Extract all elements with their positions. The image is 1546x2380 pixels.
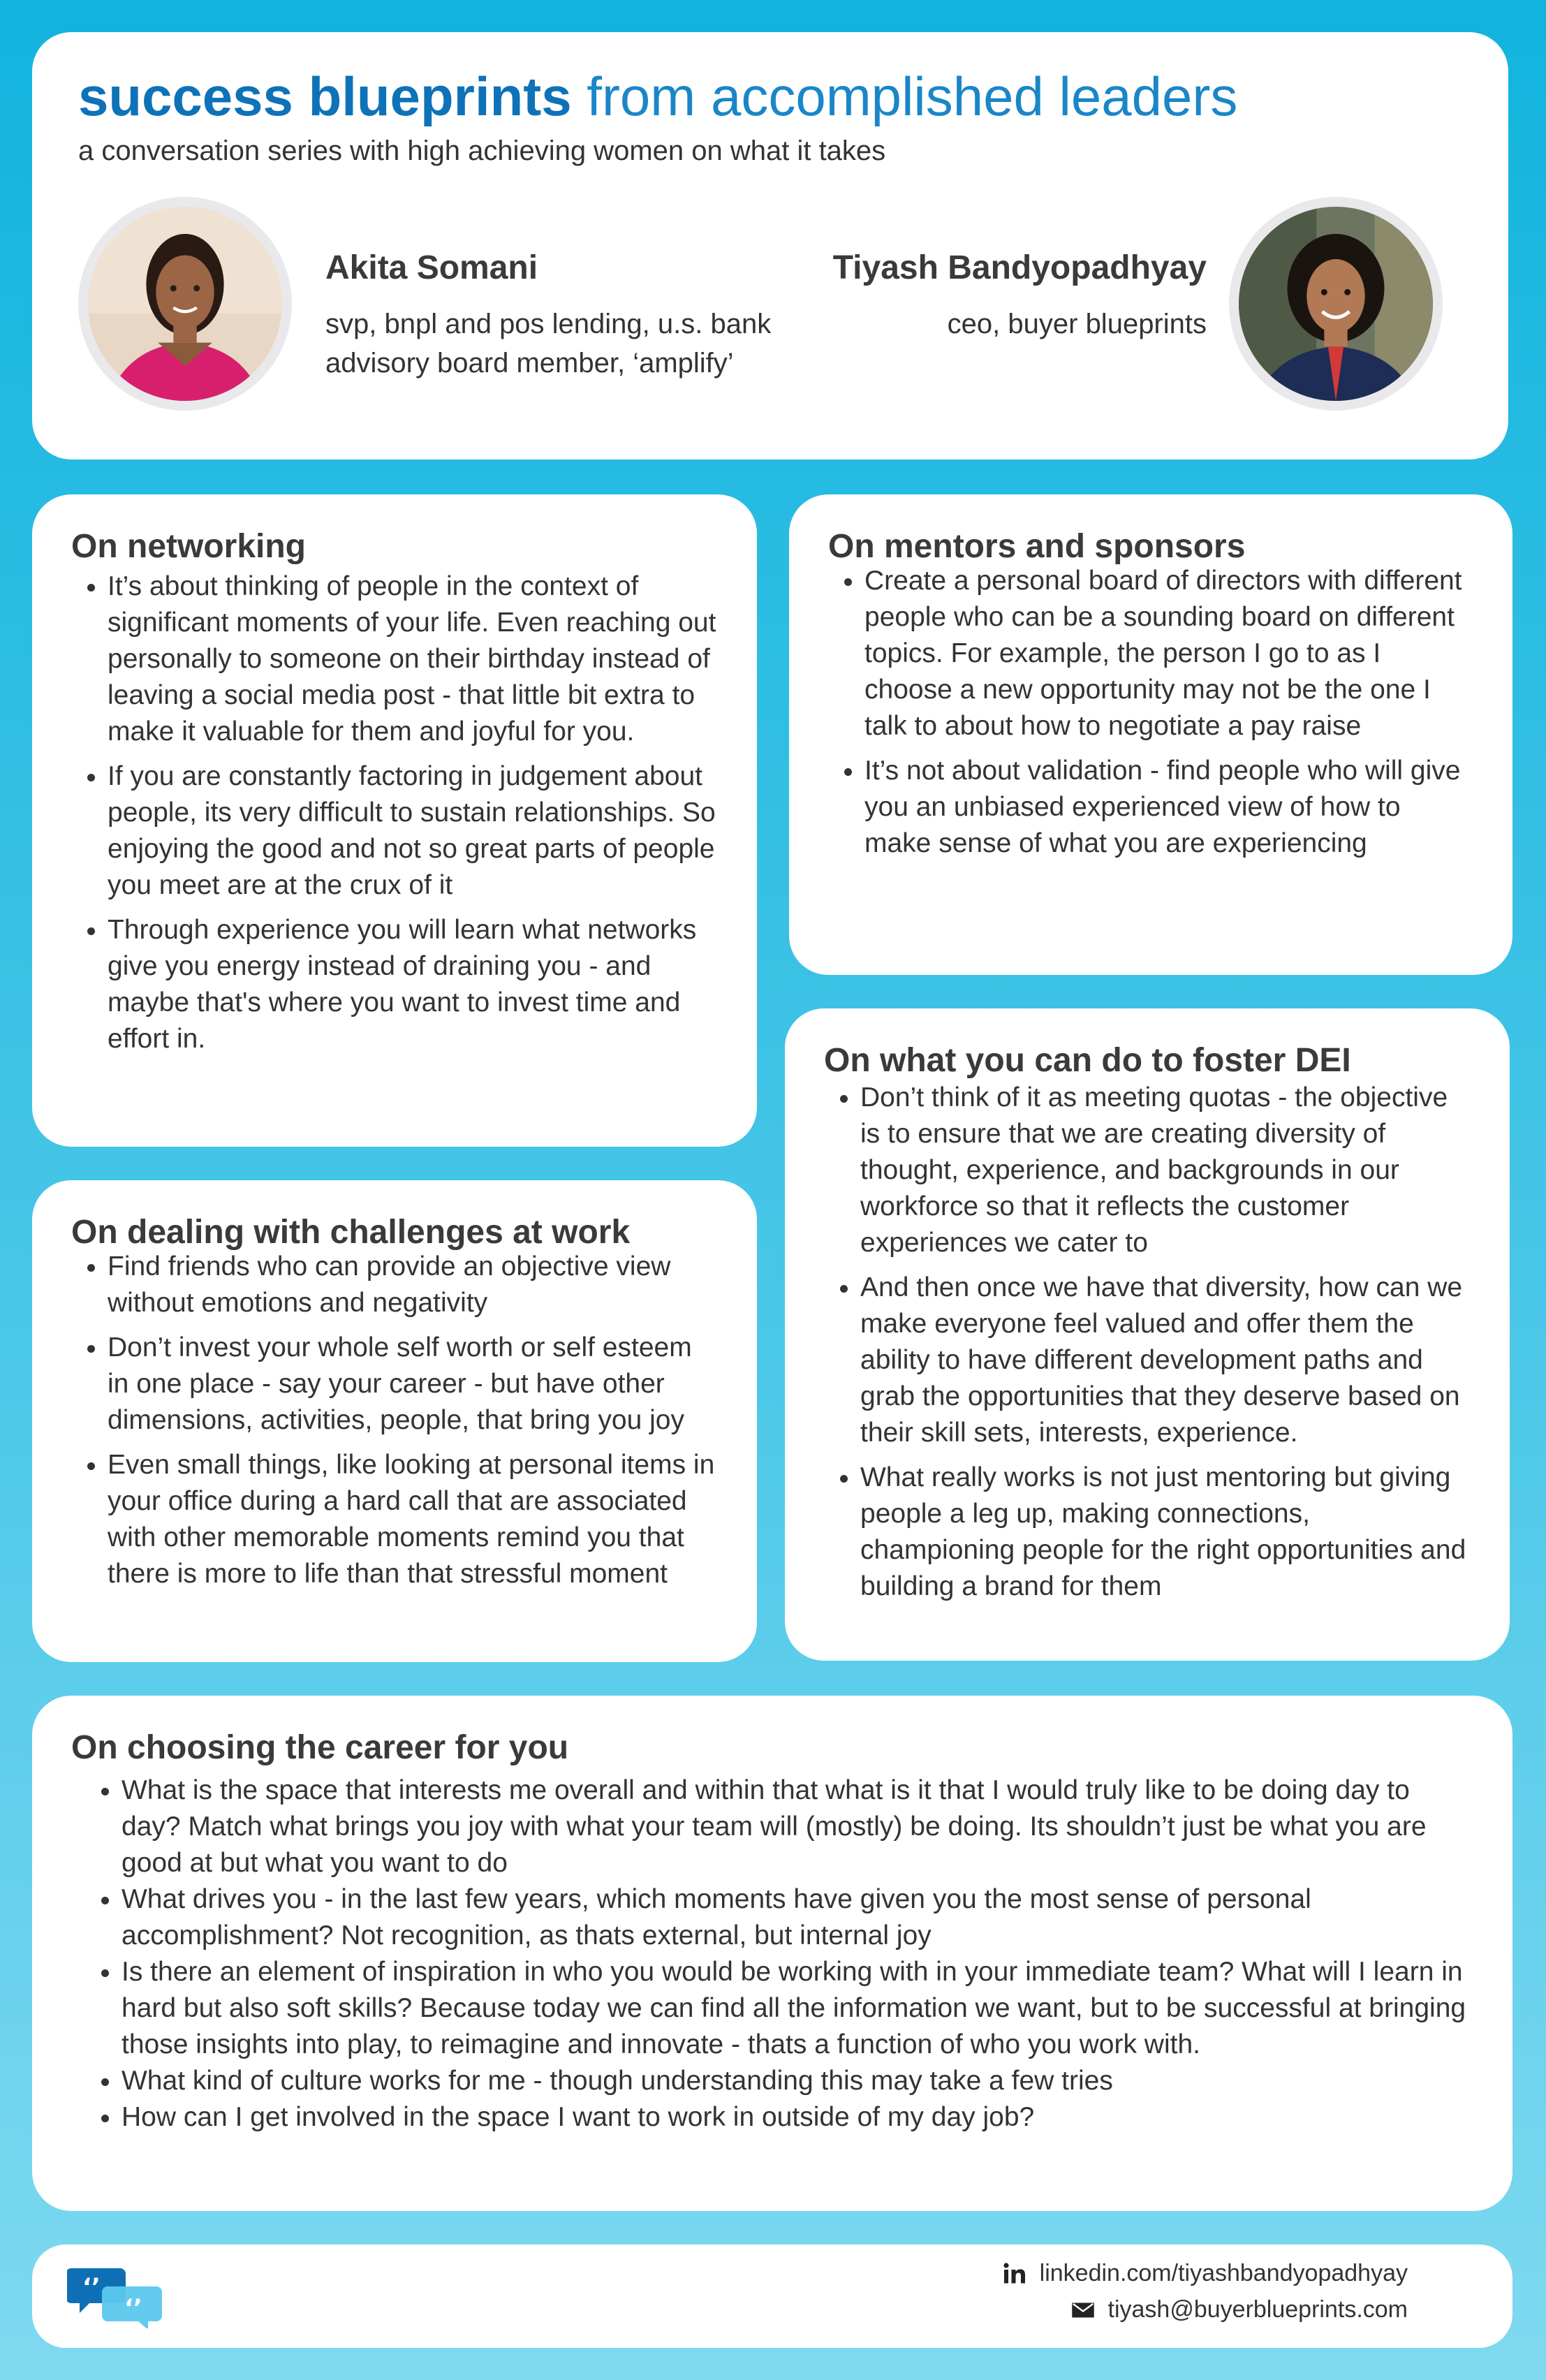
page-title (78, 64, 1237, 130)
career-title: On choosing the career for you (71, 1729, 569, 1766)
host-role (948, 304, 1207, 344)
email-contact[interactable] (1070, 2296, 1408, 2323)
mentors-list (828, 563, 1473, 862)
list-item: • Through experience you will learn what networks give you energy instead of draining you - and maybe that's where you want to invest time and effort in. (108, 912, 718, 1057)
host-portrait-icon (1239, 207, 1433, 401)
page-subtitle: a conversation series with high achieving women on what it takes (78, 135, 886, 166)
linkedin-icon (1002, 2261, 1027, 2286)
challenges-list (71, 1249, 718, 1592)
svg-text:‘’: ‘’ (82, 2273, 101, 2301)
dei-card (785, 1008, 1510, 1661)
list-item: • How can I get involved in the space I want to work in outside of my day job? (122, 2099, 1473, 2136)
guest-role-line-2: advisory board member, ‘amplify’ (325, 348, 734, 379)
list-item: • If you are constantly factoring in judgement about people, its very difficult to sustain relationships. So enjoying the good and not so great parts of people you meet are at the crux of it (108, 758, 718, 904)
list-item: • What is the space that interests me overall and within that what is it that I would truly like to be doing day to day? Match what brings you joy with what your team will (mostly) be doing. Its shouldn’t just be what you are good at but what you want to do (122, 1772, 1473, 1881)
challenges-title: On dealing with challenges at work (71, 1214, 631, 1251)
list-item: • It’s about thinking of people in the context of significant moments of your life. Even reaching out personally to someone on their birthday instead of leaving a social media post - that little bit extra to make it valuable for them and joyful for you. (108, 568, 718, 750)
svg-text:‘’: ‘’ (124, 2294, 142, 2322)
linkedin-link[interactable]: linkedin.com/tiyashbandyopadhyay (1039, 2260, 1408, 2286)
list-item: • Find friends who can provide an objective view without emotions and negativity (108, 1249, 718, 1321)
guest-role (325, 304, 771, 383)
list-item: • And then once we have that diversity, how can we make everyone feel valued and offer them the ability to have different development paths and grab the opportunities that they deserve based on their skill sets, interests, experience. (860, 1270, 1471, 1451)
list-item: • Create a personal board of directors with different people who can be a sounding board on different topics. For example, the person I go to as I choose a new opportunity may not be the one I talk to about how to negotiate a pay raise (864, 563, 1473, 744)
career-card (32, 1696, 1512, 2211)
dei-title: On what you can do to foster DEI (824, 1042, 1351, 1079)
guest-avatar (78, 197, 292, 411)
host-name: Tiyash Bandyopadhyay (832, 249, 1207, 286)
networking-list (71, 568, 718, 1057)
list-item: • It’s not about validation - find people who will give you an unbiased experienced view of how to make sense of what you are experiencing (864, 753, 1473, 862)
list-item: • Even small things, like looking at personal items in your office during a hard call that are associated with other memorable moments remind you that there is more to life than that stressful moment (108, 1447, 718, 1592)
dei-list (824, 1080, 1471, 1605)
list-item: • What really works is not just mentoring but giving people a leg up, making connections, championing people for the right opportunities and building a brand for them (860, 1460, 1471, 1605)
guest-role-line-1: svp, bnpl and pos lending, u.s. bank (325, 309, 772, 339)
header-card (32, 32, 1508, 460)
linkedin-contact[interactable] (1002, 2260, 1408, 2287)
list-item: • Is there an element of inspiration in who you would be working with in your immediate team? What will I learn in hard but also soft skills? Because today we can find all the information we want, but to be successful at bringing those insights into play, to reimagine and innovate - thats a function of who you work with. (122, 1954, 1473, 2063)
mentors-card (789, 494, 1512, 975)
page-title-bold: success blueprints (78, 66, 572, 127)
list-item: • What drives you - in the last few years, which moments have given you the most sense of personal accomplishment? Not recognition, as thats external, but internal joy (122, 1881, 1473, 1954)
guest-portrait-icon (88, 207, 282, 401)
networking-card (32, 494, 757, 1147)
guest-name: Akita Somani (325, 249, 538, 286)
chat-bubbles-logo-icon (67, 2264, 165, 2328)
list-item: • What kind of culture works for me - though understanding this may take a few tries (122, 2063, 1473, 2099)
host-role-line-1: ceo, buyer blueprints (947, 309, 1207, 339)
envelope-icon (1070, 2298, 1096, 2323)
career-list (71, 1772, 1473, 2136)
footer-card (32, 2245, 1512, 2348)
email-link[interactable]: tiyash@buyerblueprints.com (1107, 2296, 1408, 2323)
host-avatar (1229, 197, 1443, 411)
mentors-title: On mentors and sponsors (828, 528, 1246, 565)
networking-title: On networking (71, 528, 306, 565)
list-item: • Don’t think of it as meeting quotas - the objective is to ensure that we are creating diversity of thought, experience, and backgrounds in our workforce so that it reflects the customer experiences we cater to (860, 1080, 1471, 1261)
page-title-light: from accomplished leaders (587, 66, 1238, 127)
list-item: • Don’t invest your whole self worth or self esteem in one place - say your career - but have other dimensions, activities, people, that bring you joy (108, 1330, 718, 1439)
challenges-card (32, 1180, 757, 1662)
